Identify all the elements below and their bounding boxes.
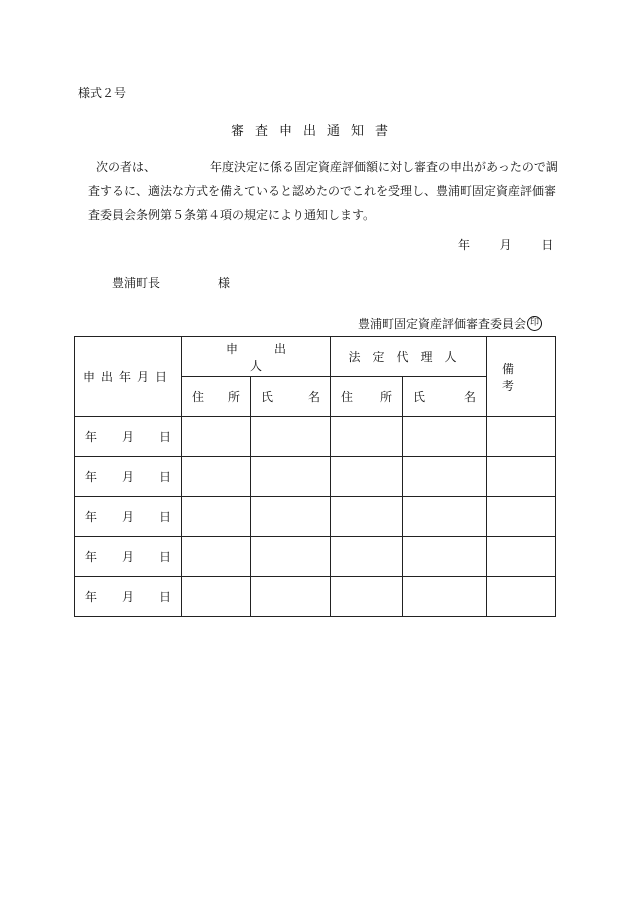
row-date-day: 日 <box>158 590 171 604</box>
body-line-2: 査するに、適法な方式を備えていると認めたのでこれを受理し、豊浦町固定資産評価審 <box>88 184 557 198</box>
row-date-month: 月 <box>121 470 134 484</box>
row-date <box>75 457 182 497</box>
subheader-agent-name <box>403 377 487 417</box>
row-agent-name <box>403 457 487 497</box>
row-date-month: 月 <box>121 510 134 524</box>
table-row <box>75 537 556 577</box>
row-date-day: 日 <box>158 430 171 444</box>
row-applicant-address <box>182 457 251 497</box>
issuer-name: 豊浦町固定資産評価審査委員会 <box>358 317 527 331</box>
row-date-day: 日 <box>158 550 171 564</box>
row-applicant-address <box>182 497 251 537</box>
addressee-honorific: 様 <box>218 276 231 290</box>
body-line-1: 次の者は、 年度決定に係る固定資産評価額に対し審査の申出があったので調 <box>96 160 558 174</box>
address-char-2: 所 <box>227 390 240 404</box>
row-date-year: 年 <box>85 470 98 484</box>
row-date-day: 日 <box>158 510 171 524</box>
row-remarks <box>487 537 556 577</box>
notice-date-day: 日 <box>541 238 554 252</box>
row-agent-address <box>331 457 403 497</box>
notice-date <box>458 236 553 253</box>
issuer <box>358 315 542 332</box>
addressee-name: 豊浦町長 <box>112 276 161 290</box>
header-remarks <box>487 337 556 417</box>
name-char-1: 氏 <box>413 390 426 404</box>
row-remarks <box>487 497 556 537</box>
row-applicant-name <box>251 577 331 617</box>
body-text <box>88 155 558 227</box>
row-date-month: 月 <box>121 590 134 604</box>
row-date <box>75 417 182 457</box>
table-row <box>75 577 556 617</box>
row-applicant-name <box>251 537 331 577</box>
row-agent-address <box>331 537 403 577</box>
row-date <box>75 497 182 537</box>
row-date-year: 年 <box>85 590 98 604</box>
row-applicant-name <box>251 497 331 537</box>
form-number: 様式２号 <box>78 86 127 100</box>
name-char-2: 名 <box>307 390 320 404</box>
row-date-year: 年 <box>85 510 98 524</box>
row-date-year: 年 <box>85 550 98 564</box>
row-date-year: 年 <box>85 430 98 444</box>
row-applicant-name <box>251 417 331 457</box>
row-agent-name <box>403 497 487 537</box>
document-title: 審査申出通知書 <box>230 124 399 139</box>
row-agent-name <box>403 537 487 577</box>
table-row <box>75 417 556 457</box>
row-agent-address <box>331 577 403 617</box>
row-agent-address <box>331 417 403 457</box>
row-date <box>75 577 182 617</box>
row-applicant-address <box>182 417 251 457</box>
notice-date-month: 月 <box>499 238 512 252</box>
row-agent-name <box>403 417 487 457</box>
address-char-2: 所 <box>379 390 392 404</box>
subheader-applicant-address <box>182 377 251 417</box>
header-applicant: 申出人 <box>182 337 331 377</box>
name-char-1: 氏 <box>261 390 274 404</box>
row-agent-address <box>331 497 403 537</box>
row-date-day: 日 <box>158 470 171 484</box>
subheader-applicant-name <box>251 377 331 417</box>
table-row <box>75 497 556 537</box>
row-remarks <box>487 417 556 457</box>
row-applicant-address <box>182 577 251 617</box>
subheader-agent-address <box>331 377 403 417</box>
row-applicant-address <box>182 537 251 577</box>
row-applicant-name <box>251 457 331 497</box>
row-remarks <box>487 457 556 497</box>
address-char-1: 住 <box>192 390 205 404</box>
header-remarks-text: 備考 <box>501 361 540 393</box>
row-date <box>75 537 182 577</box>
header-application-date: 申出年月日 <box>75 337 182 417</box>
table-row <box>75 457 556 497</box>
row-date-month: 月 <box>121 550 134 564</box>
addressee <box>112 274 230 291</box>
application-table <box>74 336 556 617</box>
body-line-3: 査委員会条例第５条第４項の規定により通知します。 <box>88 208 376 222</box>
name-char-2: 名 <box>463 390 476 404</box>
row-agent-name <box>403 577 487 617</box>
address-char-1: 住 <box>341 390 354 404</box>
row-remarks <box>487 577 556 617</box>
row-date-month: 月 <box>121 430 134 444</box>
notice-date-year: 年 <box>458 238 471 252</box>
header-legal-agent: 法定代理人 <box>331 337 487 377</box>
seal-mark: 印 <box>527 316 542 331</box>
